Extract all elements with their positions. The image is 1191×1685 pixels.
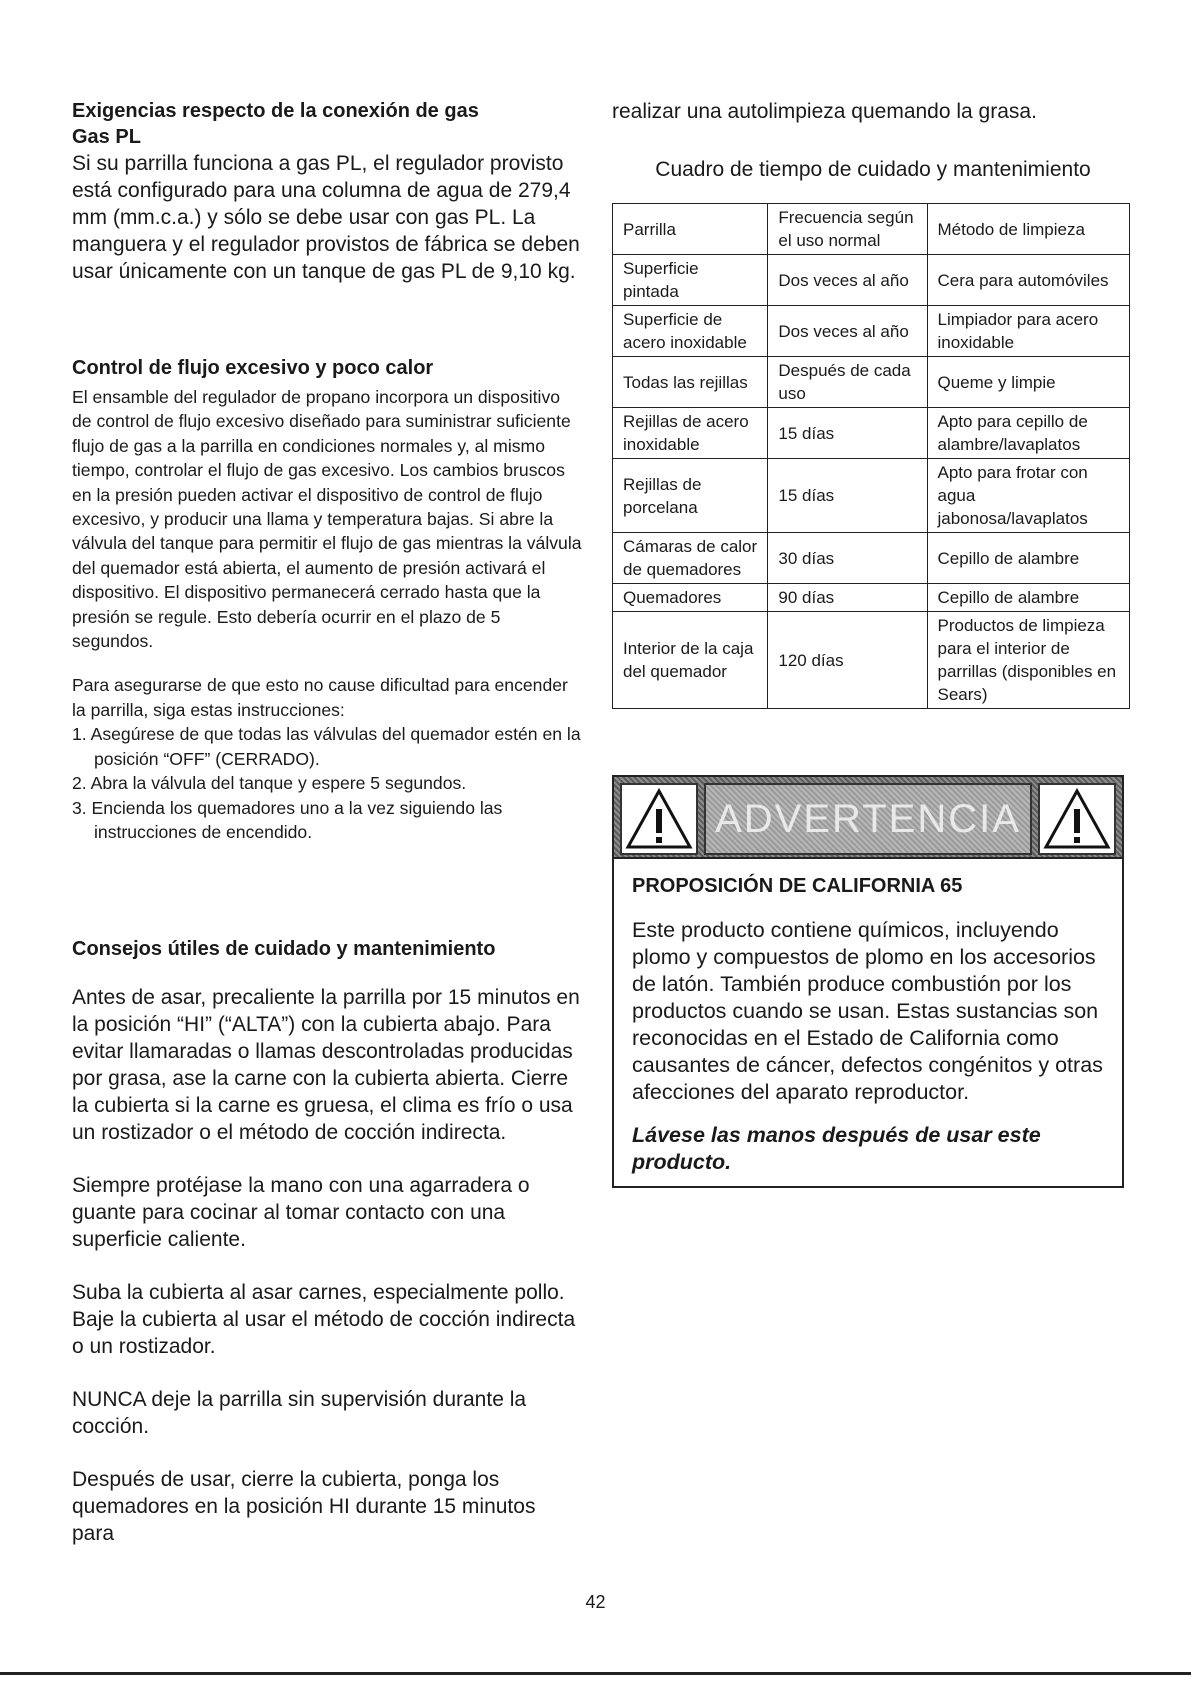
table-cell: Parrilla [613,204,768,255]
gas-subheading: Gas PL [72,126,141,148]
table-caption: Cuadro de tiempo de cuidado y mantenimiento [655,158,1091,181]
warning-heading: PROPOSICIÓN DE CALIFORNIA 65 [632,875,963,897]
table-row [613,459,1130,533]
table-row [613,408,1130,459]
tips-paragraph: NUNCA deje la parrilla sin supervisión durante la cocción. [72,1388,527,1439]
table-cell: Superficie pintada [613,255,768,306]
table-cell: 15 días [768,459,927,533]
table-cell: Todas las rejillas [613,357,768,408]
table-cell: 15 días [768,408,927,459]
table-cell: 120 días [768,612,927,709]
table-cell: Queme y limpie [927,357,1130,408]
flow-text: El ensamble del regulador de propano incorpora un dispositivo de control de flujo excesivo diseñado para suministrar suficiente flujo de gas a la parrilla en condiciones normales y, al mismo tiempo, controlar el flujo de gas excesivo. Los cambios bruscos en la presión pueden activar el dispositivo de control de flujo excesivo, y producir una llama y temperatura bajas. Si abre la válvula del tanque para permitir el flujo de gas mientras la válvula del quemador está abierta, el aumento de presión activará el dispositivo. El dispositivo permanecerá cerrado hasta que la presión se regule. Esto debería ocurrir en el plazo de 5 segundos. [72,387,582,652]
list-item: 2. Abra la válvula del tanque y espere 5 segundos. [72,773,467,794]
table-cell: Dos veces al año [768,306,927,357]
gas-heading: Exigencias respecto de la conexión de gas [72,100,479,122]
table-cell: Superficie de acero inoxidable [613,306,768,357]
tips-paragraph: Suba la cubierta al asar carnes, especialmente pollo. Baje la cubierta al usar el método de cocción indirecta o un rostizador. [72,1281,576,1359]
table-cell: Después de cada uso [768,357,927,408]
warning-triangle-icon [1038,783,1116,855]
table-row [613,255,1130,306]
table-cell: Cepillo de alambre [927,584,1130,612]
warning-triangle-icon [620,783,698,855]
continuation-text: realizar una autolimpieza quemando la grasa. [612,100,1037,123]
warning-body [614,859,1122,1186]
list-item: 3. Encienda los quemadores uno a la vez siguiendo las instrucciones de encendido. [72,797,503,842]
warning-text: Este producto contiene químicos, incluyendo plomo y compuestos de plomo en los accesorios de latón. También produce combustión por los productos cuando se usan. Estas sustancias son reconocidas en el Estado de California como causantes de cáncer, defectos congénitos y otras afecciones del aparato reproductor. [632,918,1103,1104]
tips-paragraph: Después de usar, cierre la cubierta, ponga los quemadores en la posición HI durante 15 minutos para [72,1468,536,1546]
tips-heading: Consejos útiles de cuidado y mantenimiento [72,938,496,961]
bottom-rule [0,1672,1191,1675]
flow-heading: Control de flujo excesivo y poco calor [72,357,434,379]
flow-intro: Para asegurarse de que esto no cause dificultad para encender la parrilla, siga estas instrucciones: [72,675,568,720]
table-cell: Cera para automóviles [927,255,1130,306]
table-cell: Cepillo de alambre [927,533,1130,584]
table-row [613,533,1130,584]
table-row [613,357,1130,408]
table-row [613,306,1130,357]
warning-banner [614,777,1122,859]
table-cell: Cámaras de calor de quemadores [613,533,768,584]
table-cell: Quemadores [613,584,768,612]
table-cell: Interior de la caja del quemador [613,612,768,709]
table-cell: 30 días [768,533,927,584]
table-cell: Rejillas de porcelana [613,459,768,533]
right-column [612,98,1134,1188]
tips-paragraph: Antes de asar, precaliente la parrilla por 15 minutos en la posición “HI” (“ALTA”) con la cubierta abajo. Para evitar llamaradas o llamas descontroladas producidas por grasa, ase la carne con la cubierta abierta. Cierre la cubierta si la carne es gruesa, el clima es frío o usa un rostizador o el método de cocción indirecta. [72,986,580,1145]
left-column [72,98,582,1547]
table-cell: Apto para frotar con agua jabonosa/lavaplatos [927,459,1130,533]
table-cell: Apto para cepillo de alambre/lavaplatos [927,408,1130,459]
warning-title: ADVERTENCIA [704,783,1032,855]
table-cell: Productos de limpieza para el interior de parrillas (disponibles en Sears) [927,612,1130,709]
table-cell: Rejillas de acero inoxidable [613,408,768,459]
list-item: 1. Asegúrese de que todas las válvulas del quemador estén en la posición “OFF” (CERRADO). [72,724,581,769]
care-table [612,203,1130,709]
table-cell: Dos veces al año [768,255,927,306]
gas-text: Si su parrilla funciona a gas PL, el regulador provisto está configurado para una columna de agua de 279,4 mm (mm.c.a.) y sólo se debe usar con gas PL. La manguera y el regulador provistos de fábrica se deben usar únicamente con un tanque de gas PL de 9,10 kg. [72,152,580,283]
page-number: 42 [585,1592,606,1612]
table-row [613,584,1130,612]
table-row [613,612,1130,709]
warning-box [612,775,1124,1188]
tips-paragraph: Siempre protéjase la mano con una agarradera o guante para cocinar al tomar contacto con una superficie caliente. [72,1174,530,1252]
steps-list [72,722,582,844]
table-cell: Limpiador para acero inoxidable [927,306,1130,357]
table-cell: Método de limpieza [927,204,1130,255]
table-row [613,204,1130,255]
table-cell: 90 días [768,584,927,612]
table-cell: Frecuencia según el uso normal [768,204,927,255]
warning-footer: Lávese las manos después de usar este producto. [632,1123,1041,1174]
